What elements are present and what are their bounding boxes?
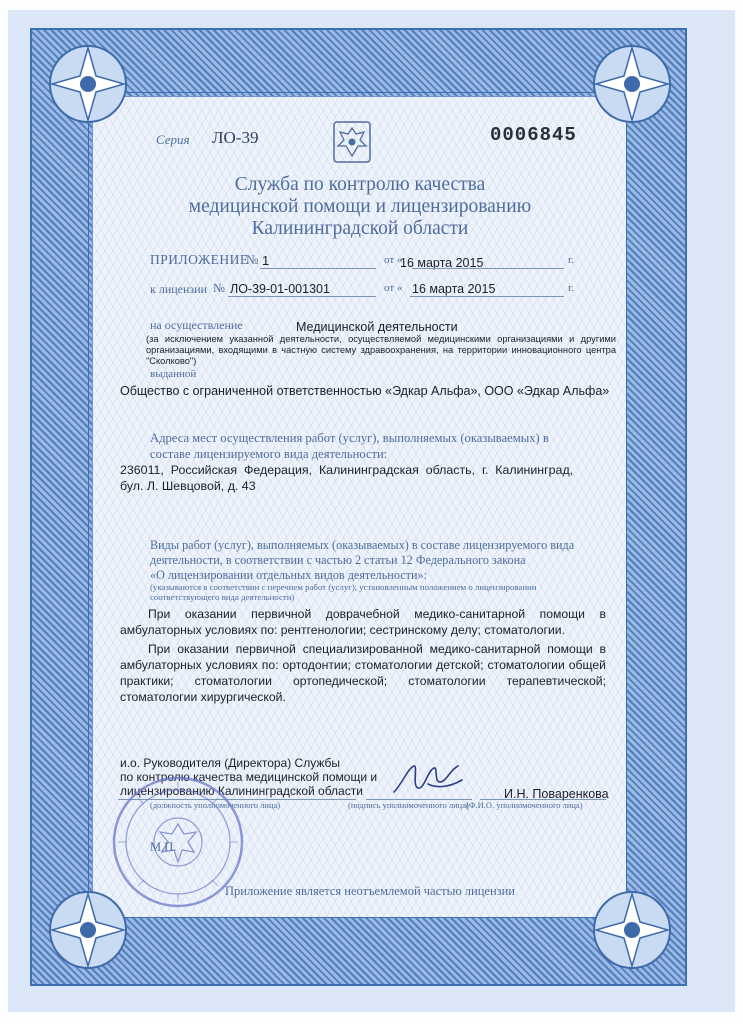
- activity-label: на осуществление: [150, 318, 243, 332]
- field-underline: [260, 268, 376, 269]
- appendix-date-prefix: от «: [384, 254, 403, 266]
- coat-of-arms-icon: [332, 120, 372, 164]
- seal-label: М.П.: [150, 840, 177, 854]
- license-number: ЛО-39-01-001301: [230, 282, 330, 296]
- works-note-line: (указываются в соответствии с перечнем работ (услуг), установленным положением о лицензировании: [150, 582, 537, 592]
- activity-value: Медицинской деятельности: [296, 320, 458, 334]
- activity-note: (за исключением указанной деятельности, осуществляемой медицинскими организациями и другими организациями, входящими в частную систему здравоохранения, на территории инновационного центра "Сколково"): [146, 334, 616, 366]
- caption-signature: (подпись уполномоченного лица): [348, 800, 469, 810]
- authority-line: Служба по контролю качества: [234, 174, 486, 195]
- field-underline: [410, 296, 564, 297]
- authority-title: [130, 174, 590, 240]
- corner-ornament-icon: [44, 40, 132, 128]
- address-line: 236011, Российская Федерация, Калининградская область, г. Калининград,: [120, 463, 574, 477]
- official-title-line: по контролю качества медицинской помощи и: [120, 770, 378, 784]
- works-heading-line: деятельности, в соответствии с частью 2 статьи 12 Федерального закона: [150, 553, 526, 567]
- works-heading-line: Виды работ (услуг), выполняемых (оказываемых) в составе лицензируемого вида: [150, 538, 575, 552]
- appendix-date-suffix: г.: [568, 254, 575, 266]
- license-number-sign: №: [213, 281, 225, 295]
- works-note: [150, 582, 606, 602]
- series-value: ЛО-39: [212, 128, 259, 147]
- caption-position: (должность уполномоченного лица): [150, 800, 281, 810]
- footer-note: Приложение является неотъемлемой частью лицензии: [225, 884, 515, 898]
- addresses-heading: [150, 430, 610, 462]
- official-name: И.Н. Поваренкова: [504, 787, 609, 801]
- corner-ornament-icon: [588, 40, 676, 128]
- authority-line: Калининградской области: [251, 218, 469, 239]
- appendix-date: 16 марта 2015: [400, 256, 484, 270]
- field-underline: [412, 268, 564, 269]
- handwritten-signature-icon: [388, 758, 468, 800]
- field-underline: [228, 296, 376, 297]
- corner-ornament-icon: [588, 886, 676, 974]
- license-date-prefix: от «: [384, 282, 403, 294]
- issued-label: выданной: [150, 368, 197, 380]
- official-title-line: лицензированию Калининградской области: [120, 784, 363, 798]
- address-line: бул. Л. Шевцовой, д. 43: [120, 479, 256, 493]
- works-heading: [150, 538, 606, 583]
- appendix-label: ПРИЛОЖЕНИЕ: [150, 252, 249, 267]
- appendix-number: 1: [262, 253, 270, 268]
- certificate-number: 0006845: [490, 124, 577, 146]
- license-date: 16 марта 2015: [412, 282, 496, 296]
- address-block: [120, 462, 606, 494]
- series-label: Серия: [156, 132, 190, 147]
- addresses-heading-line: Адреса мест осуществления работ (услуг), выполняемых (оказываемых) в: [150, 431, 549, 445]
- license-label: к лицензии: [150, 282, 207, 296]
- works-note-line: соответствующего вида деятельности): [150, 592, 295, 602]
- caption-name: (Ф.И.О. уполномоченного лица): [466, 800, 583, 810]
- works-paragraph: При оказании первичной специализированной медико-санитарной помощи в амбулаторных условиях по: ортодонтии; стоматологии детской; стоматологии общей практики; стоматологии ортопедической; стоматологии терапевтической; стоматологии хирургической.: [120, 642, 606, 704]
- works-paragraph: При оказании первичной доврачебной медико-санитарной помощи в амбулаторных условиях по: рентгенологии; сестринскому делу; стоматологии.: [120, 607, 606, 637]
- addresses-heading-line: составе лицензируемого вида деятельности:: [150, 447, 388, 461]
- organization-name: Общество с ограниченной ответственностью «Эдкар Альфа», ООО «Эдкар Альфа»: [120, 384, 610, 398]
- works-heading-line: «О лицензировании отдельных видов деятельности»:: [150, 568, 427, 582]
- appendix-number-sign: №: [246, 252, 259, 267]
- license-date-suffix: г.: [568, 282, 575, 294]
- authority-line: медицинской помощи и лицензированию: [188, 196, 532, 217]
- official-title-line: и.о. Руководителя (Директора) Службы: [120, 756, 341, 770]
